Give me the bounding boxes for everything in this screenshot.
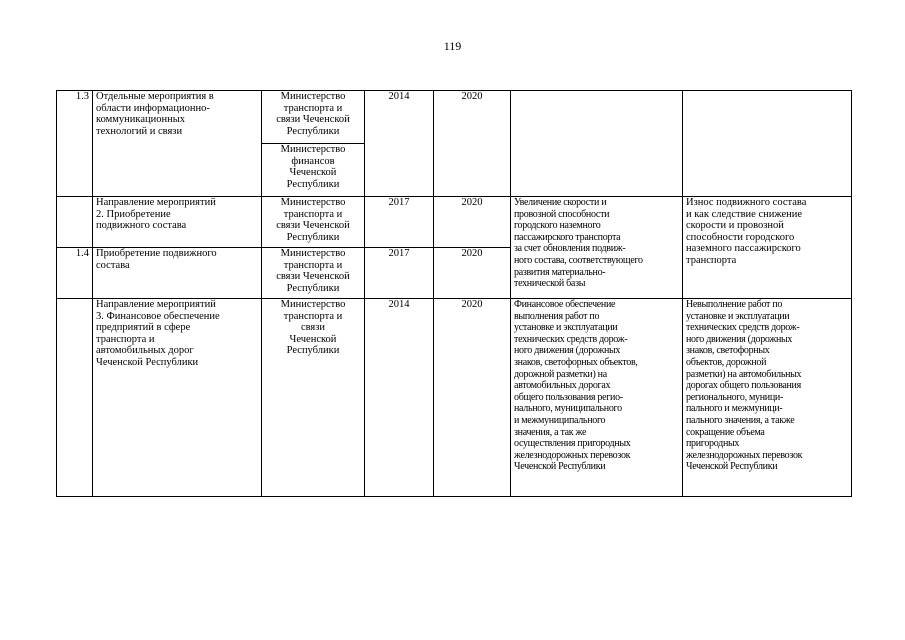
executor-cell: Министерство транспорта и связи Чеченской Республики <box>262 248 365 299</box>
end-year: 2020 <box>434 91 511 197</box>
expected-result <box>511 91 683 197</box>
expected-result: Увеличение скорости и провозной способности городского наземного пассажирского транспорта за счет обновления подвиж- ного состава, соответствующего развития материально- технической базы <box>511 197 683 299</box>
row-number: 1.4 <box>57 248 93 299</box>
executor-cell: Министерство транспорта и связи Чеченской Республики <box>262 299 365 497</box>
consequence: Износ подвижного состава и как следствие снижение скорости и провозной способности городского наземного пассажирского транспорта <box>683 197 852 299</box>
measures-table <box>56 90 852 497</box>
executor-cell: Министерство финансов Чеченской Республики <box>262 144 365 197</box>
consequence: Невыполнение работ по установке и эксплуатации технических средств дорож- ного движения (дорожных знаков, светофорных объектов, дорожной разметки) на автомобильных дорогах общего пользования регионального, муници- пального и межмуници- пального значения, а также сокращение объема пригородных железнодорожных перевозок Чеченской Республики <box>683 299 852 497</box>
end-year: 2020 <box>434 248 511 299</box>
measure-name: Направление мероприятий 2. Приобретение подвижного состава <box>93 197 262 248</box>
measure-name: Направление мероприятий 3. Финансовое обеспечение предприятий в сфере транспорта и автомобильных дорог Чеченской Республики <box>93 299 262 497</box>
start-year: 2017 <box>365 197 434 248</box>
row-number: 1.3 <box>57 91 93 197</box>
start-year: 2014 <box>365 91 434 197</box>
start-year: 2017 <box>365 248 434 299</box>
row-number <box>57 299 93 497</box>
measure-name: Приобретение подвижного состава <box>93 248 262 299</box>
end-year: 2020 <box>434 197 511 248</box>
row-number <box>57 197 93 248</box>
start-year: 2014 <box>365 299 434 497</box>
table-row <box>57 299 852 497</box>
consequence <box>683 91 852 197</box>
end-year: 2020 <box>434 299 511 497</box>
executor-cell: Министерство транспорта и связи Чеченской Республики <box>262 197 365 248</box>
measure-name: Отдельные мероприятия в области информационно- коммуникационных технологий и связи <box>93 91 262 197</box>
table-row <box>57 197 852 248</box>
executor-cell: Министерство транспорта и связи Чеченской Республики <box>262 91 365 144</box>
table-row <box>57 91 852 144</box>
expected-result: Финансовое обеспечение выполнения работ по установке и эксплуатации технических средств дорож- ного движения (дорожных знаков, светофорных объектов, дорожной разметки) на автомобильных дорогах общего пользования регио- нального, муниципального и межмуниципального значения, а так же осуществления пригородных железнодорожных перевозок Чеченской Республики <box>511 299 683 497</box>
page-number: 119 <box>443 39 462 53</box>
